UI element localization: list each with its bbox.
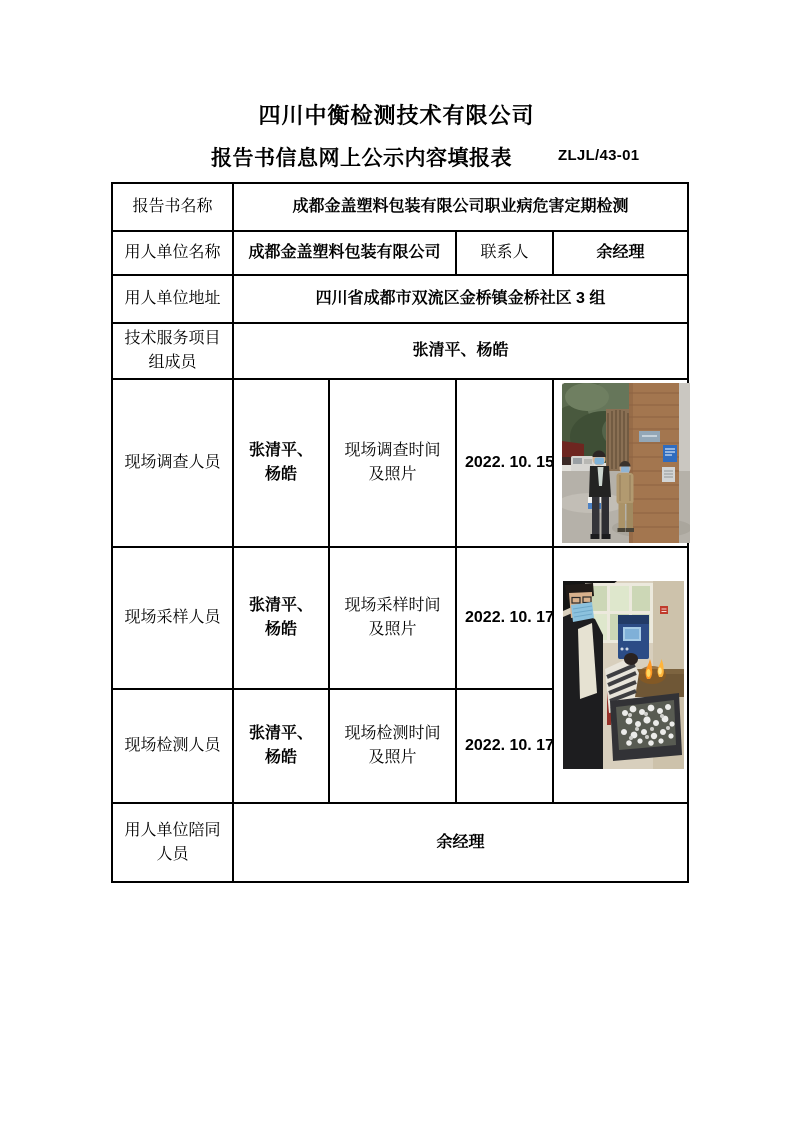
site-testing-date: 2022. 10. 17	[456, 689, 553, 803]
site-survey-label: 现场调查人员	[112, 379, 233, 547]
site-sampling-date: 2022. 10. 17	[456, 547, 553, 689]
workshop-flame-sampling-photo	[563, 581, 684, 769]
employer-address-value: 四川省成都市双流区金桥镇金桥社区 3 组	[233, 275, 688, 323]
contact-value: 余经理	[553, 231, 688, 275]
sampling-testing-photo-cell	[553, 547, 688, 803]
site-sampling-label: 现场采样人员	[112, 547, 233, 689]
employer-name-label: 用人单位名称	[112, 231, 233, 275]
site-sampling-time-label: 现场采样时间及照片	[329, 547, 456, 689]
table-row-employer-address	[112, 275, 688, 323]
accompanying-label: 用人单位陪同人员	[112, 803, 233, 882]
project-team-value: 张清平、杨皓	[233, 323, 688, 379]
site-testing-staff: 张清平、杨皓	[233, 689, 329, 803]
project-team-label: 技术服务项目组成员	[112, 323, 233, 379]
employer-address-label: 用人单位地址	[112, 275, 233, 323]
accompanying-value: 余经理	[233, 803, 688, 882]
company-title: 四川中衡检测技术有限公司	[258, 103, 535, 128]
factory-gate-two-inspectors-photo	[562, 383, 690, 543]
form-title: 报告书信息网上公示内容填报表	[211, 147, 512, 170]
employer-name-value: 成都金盖塑料包装有限公司	[233, 231, 456, 275]
contact-label: 联系人	[456, 231, 553, 275]
form-code: ZLJL/43-01	[558, 147, 640, 164]
table-row-site-sampling	[112, 547, 688, 689]
table-row-accompanying	[112, 803, 688, 882]
site-survey-photo-cell	[553, 379, 688, 547]
table-row-employer-name	[112, 231, 688, 275]
table-row-project-team	[112, 323, 688, 379]
subtitle-row	[0, 142, 793, 172]
site-survey-time-label: 现场调查时间及照片	[329, 379, 456, 547]
site-testing-label: 现场检测人员	[112, 689, 233, 803]
table-row-report-name	[112, 183, 688, 231]
report-name-value: 成都金盖塑料包装有限公司职业病危害定期检测	[233, 183, 688, 231]
site-survey-date: 2022. 10. 15	[456, 379, 553, 547]
table-row-site-survey	[112, 379, 688, 547]
site-survey-staff: 张清平、杨皓	[233, 379, 329, 547]
report-name-label: 报告书名称	[112, 183, 233, 231]
report-info-table	[111, 182, 689, 883]
site-testing-time-label: 现场检测时间及照片	[329, 689, 456, 803]
site-sampling-staff: 张清平、杨皓	[233, 547, 329, 689]
